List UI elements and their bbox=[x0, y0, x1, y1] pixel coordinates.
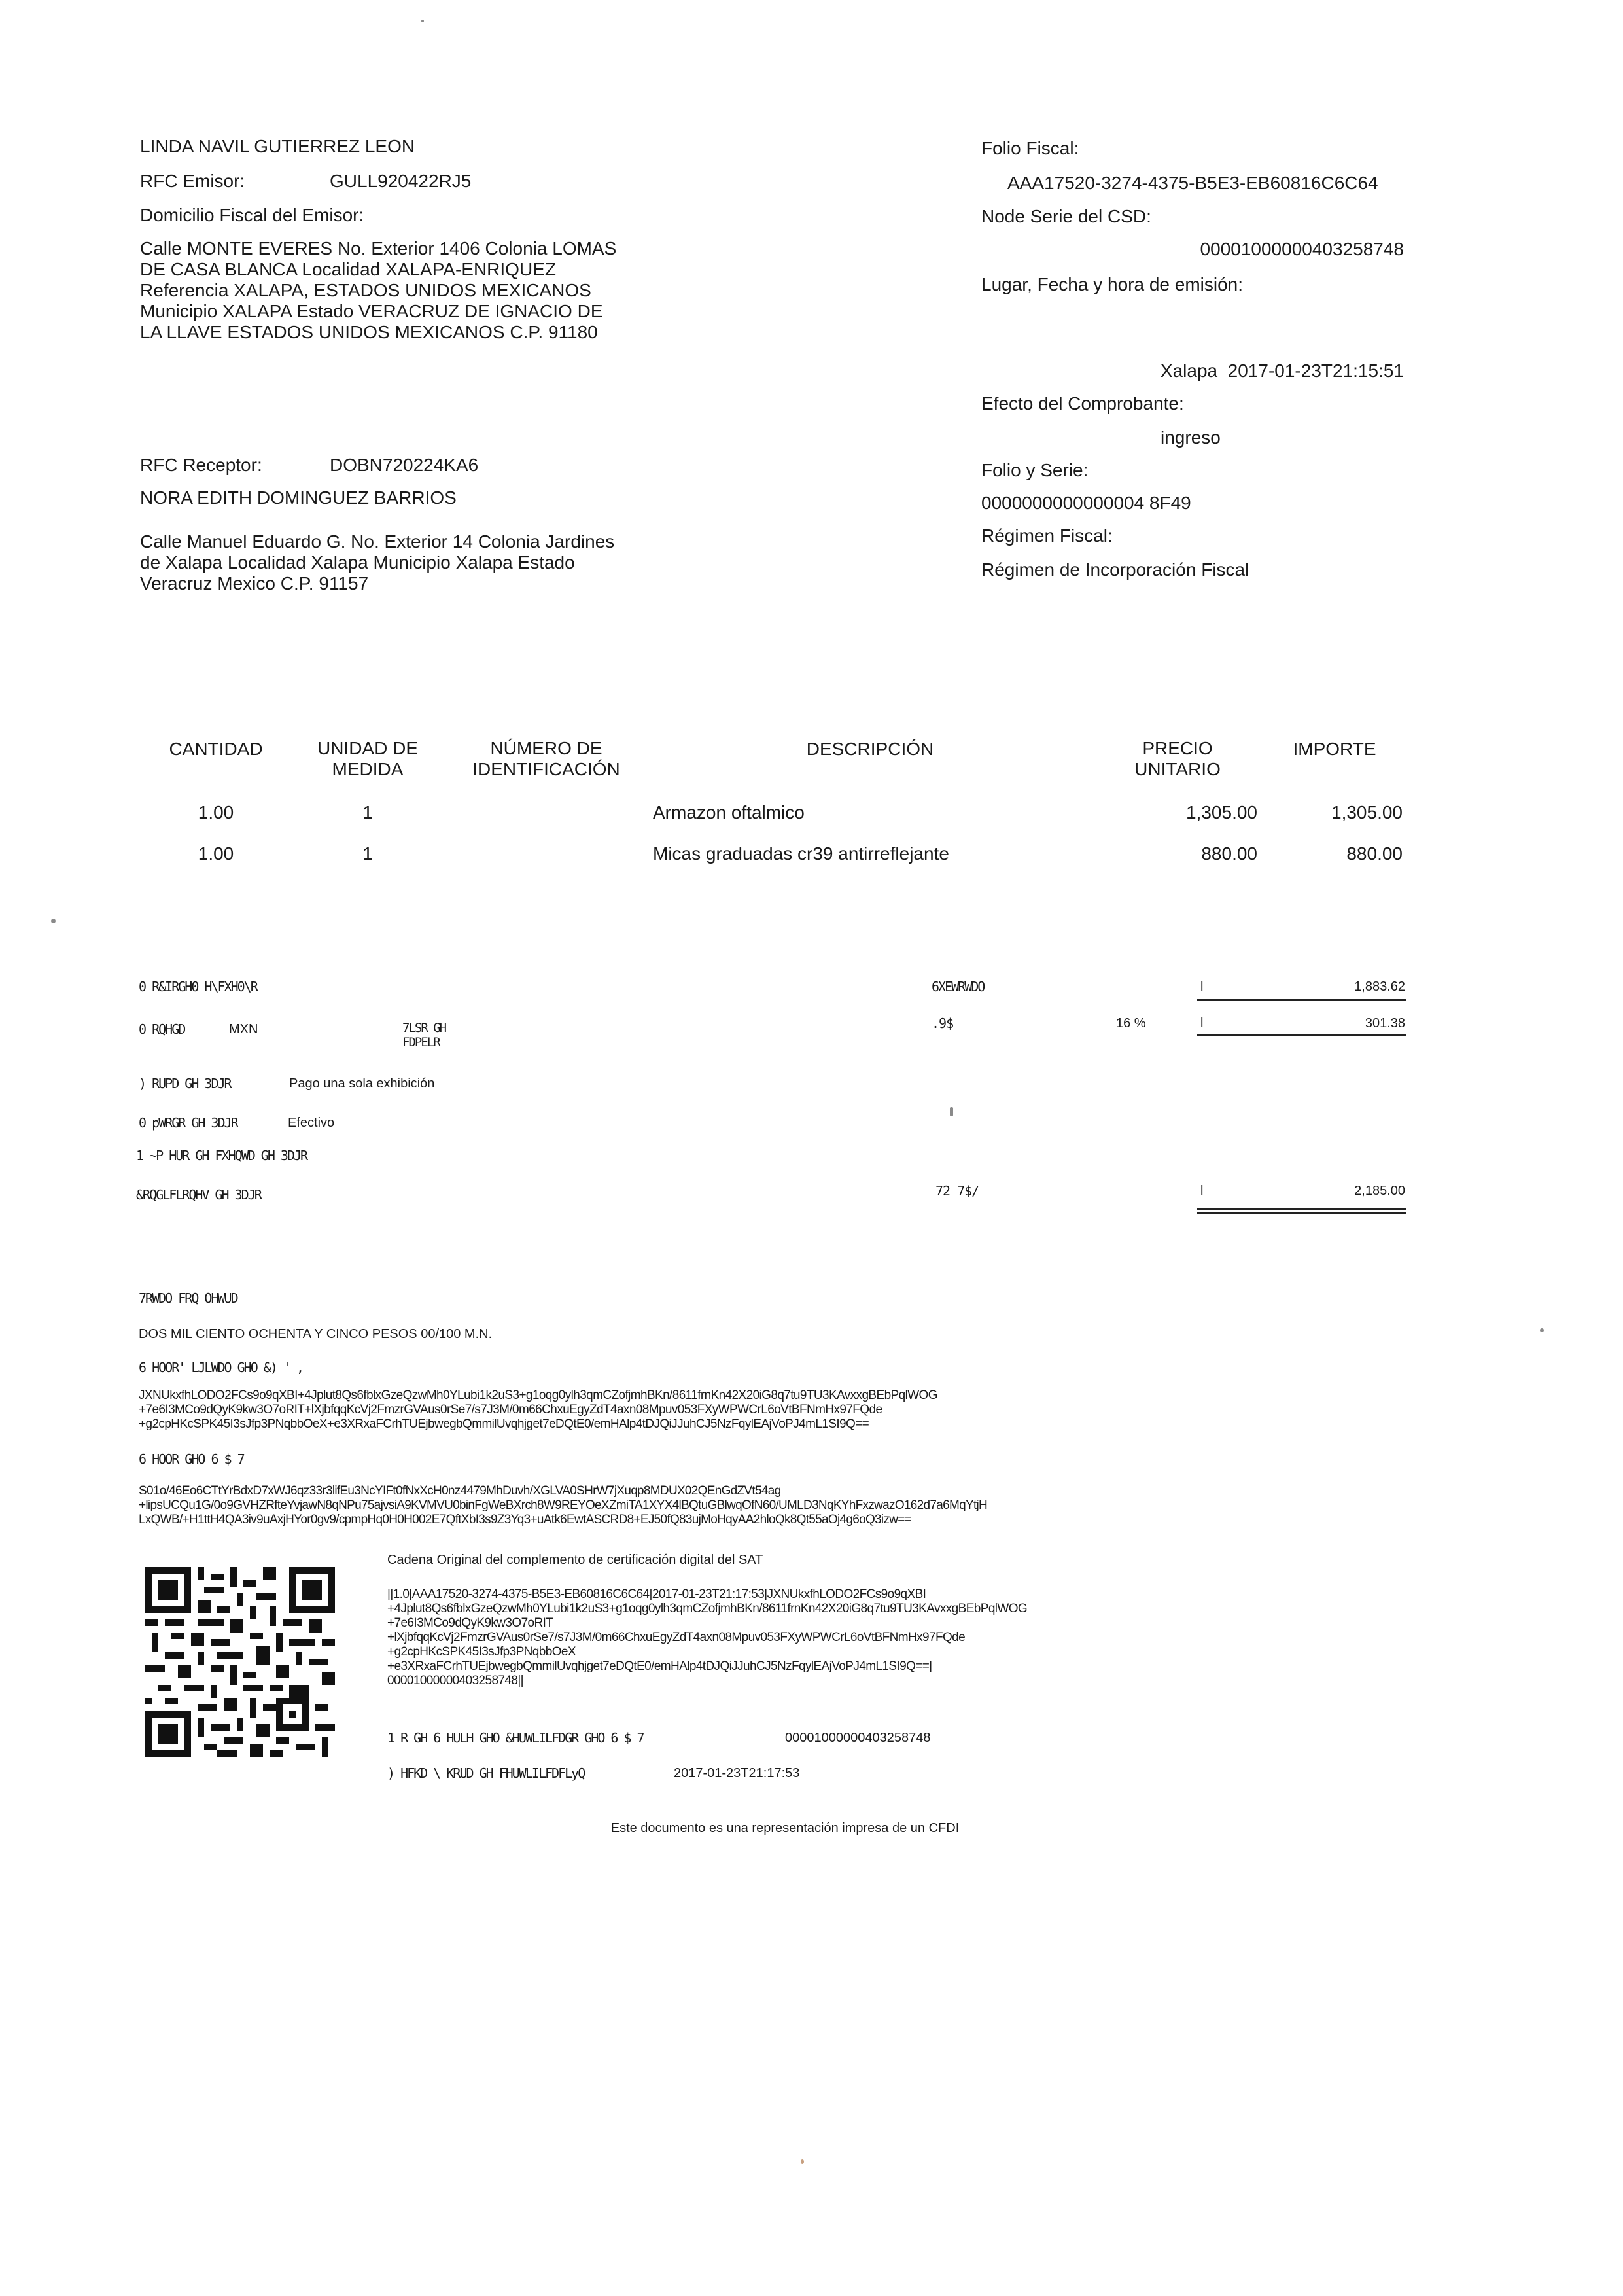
total-value: 2,185.00 bbox=[1354, 1184, 1405, 1198]
importe-letra: DOS MIL CIENTO OCHENTA Y CINCO PESOS 00/100 M.N. bbox=[139, 1327, 493, 1341]
header-numero: NÚMERO DE IDENTIFICACIÓN bbox=[472, 738, 620, 779]
iva-tasa: 16 % bbox=[1116, 1016, 1146, 1031]
row-unidad: 1 bbox=[362, 843, 373, 864]
sello-cfdi: JXNUkxfhLODO2FCs9o9qXBI+4Jplut8Qs6fblxGzeQzwMh0YLubi1k2uS3+g1oqg0ylh3qmCZofjmhBKn/8611frnKn42X20iG8q7tu9TU3KAvxxgBEbPqlWOG +7e6I3MCo9dQyK9kw3O7oRIT+lXjbfqqKcVj2FmzrGVAus0rSe7/s7J3M/0m66ChxuEgyZdT4axn08Mpuv053FXyWPWCrL6oVtBFNmHx97FQde +g2cpHKcSPK45I3sJfp3PNqbbOeX+e3XRxaFCrhTUEjbwegbQmmilUvqhjget7eDQtE0/emHAlp4tDJQiJJuhCJ5NzFqylEAjVoPJ4mL1SI9Q== bbox=[139, 1388, 937, 1431]
iva-marker: l bbox=[1200, 1016, 1204, 1031]
header-precio: PRECIO UNITARIO bbox=[1134, 738, 1221, 779]
importe-letra-label: 7RWDO FRQ OHWUD bbox=[139, 1290, 237, 1306]
row-unidad: 1 bbox=[362, 802, 373, 822]
emisor-nombre: LINDA NAVIL GUTIERREZ LEON bbox=[140, 136, 415, 156]
fecha-certificacion: 2017-01-23T21:17:53 bbox=[674, 1766, 800, 1780]
scan-speck bbox=[51, 919, 56, 923]
row-importe: 880.00 bbox=[1346, 843, 1403, 864]
row-precio: 880.00 bbox=[1201, 843, 1257, 864]
row-descripcion: Armazon oftalmico bbox=[653, 802, 805, 822]
folio-fiscal: AAA17520-3274-4375-B5E3-EB60816C6C64 bbox=[1007, 173, 1378, 193]
receptor-rfc: DOBN720224KA6 bbox=[330, 455, 479, 475]
header-importe: IMPORTE bbox=[1293, 739, 1376, 759]
row-descripcion: Micas graduadas cr39 antirreflejante bbox=[653, 843, 949, 864]
scan-speck bbox=[950, 1107, 953, 1116]
metodo-pago: Efectivo bbox=[288, 1116, 335, 1130]
condiciones-label: &RQGLFLRQHV GH 3DJR bbox=[136, 1187, 261, 1203]
total-marker: l bbox=[1200, 1184, 1204, 1198]
regimen-label: Régimen Fiscal: bbox=[981, 525, 1113, 546]
header-unidad: UNIDAD DE MEDIDA bbox=[317, 738, 418, 779]
subtotal-marker: l bbox=[1200, 980, 1204, 994]
sello-sat-label: 6 HOOR GHO 6 $ 7 bbox=[139, 1451, 244, 1467]
lugar-fecha-label: Lugar, Fecha y hora de emisión: bbox=[981, 274, 1244, 294]
moneda-label: 0 RQHGD bbox=[139, 1021, 185, 1037]
folio-fiscal-label: Folio Fiscal: bbox=[981, 138, 1079, 158]
sello-cfdi-label: 6 HOOR' LJLWDO GHO &) ' , bbox=[139, 1360, 304, 1375]
cuenta-label: 1 ~P HUR GH FXHQWD GH 3DJR bbox=[136, 1148, 307, 1163]
iva-label: .9$ bbox=[932, 1016, 954, 1031]
serie-certificado-sat: 00001000000403258748 bbox=[785, 1731, 931, 1745]
efecto: ingreso bbox=[1161, 427, 1221, 448]
efecto-label: Efecto del Comprobante: bbox=[981, 393, 1184, 414]
lugar-fecha: Xalapa 2017-01-23T21:15:51 bbox=[1160, 361, 1404, 381]
metodo-pago-label: 0 pWRGR GH 3DJR bbox=[139, 1115, 237, 1131]
sello-sat: S01o/46Eo6CTtYrBdxD7xWJ6qz33r3lifEu3NcYIFt0fNxXcH0nz4479MhDuvh/XGLVA0SHrW7jXuqp8MDUX02QEnGdZVt54ag +lipsUCQu1G/0o9GVHZRfteYvjawN8qNPu75ajvsiA9KVMVU0binFgWeBXrch8W9REYOeXZmiTA1XYX4lBQtuGBlwqOfN60/UMLD3NqKYhFxzwazO162d7a6MqYtjH LxQWB/+H1ttH4QA3iv9uAxjHYor0gv9/cpmpHq0H0H002E7QftXbI3s9Z3Yq3+uAtk6EwtASCRD8+EJ50fQ83ujMoHqyAA2hloQk8Qt55aOj4g6oQ3izw== bbox=[139, 1484, 988, 1527]
emisor-rfc: GULL920422RJ5 bbox=[330, 171, 472, 191]
scan-speck bbox=[1540, 1328, 1544, 1332]
subtotal-label: 6XEWRWDO bbox=[932, 979, 985, 995]
serie-certificado-sat-label: 1 R GH 6 HULH GHO &HUWLILFDGR GHO 6 $ 7 bbox=[387, 1730, 644, 1746]
motivo-label: 0 R&IRGH0 H\FXH0\R bbox=[139, 979, 257, 995]
cadena-original-label: Cadena Original del complemento de certificación digital del SAT bbox=[387, 1553, 763, 1567]
qr-code-icon bbox=[145, 1567, 335, 1757]
receptor-rfc-label: RFC Receptor: bbox=[140, 455, 262, 475]
serie-csd: 00001000000403258748 bbox=[1200, 239, 1404, 259]
forma-pago: Pago una sola exhibición bbox=[289, 1076, 435, 1091]
header-cantidad: CANTIDAD bbox=[169, 739, 263, 759]
emisor-domicilio: Calle MONTE EVERES No. Exterior 1406 Colonia LOMAS DE CASA BLANCA Localidad XALAPA-ENRIQUEZ Referencia XALAPA, ESTADOS UNIDOS MEXICANOS Municipio XALAPA Estado VERACRUZ DE IGNACIO DE LA LLAVE ESTADOS UNIDOS MEXICANOS C.P. 91180 bbox=[140, 238, 617, 342]
folio-serie-label: Folio y Serie: bbox=[981, 460, 1089, 480]
emisor-rfc-label: RFC Emisor: bbox=[140, 171, 245, 191]
iva-divider bbox=[1197, 1034, 1406, 1036]
row-cantidad: 1.00 bbox=[198, 802, 234, 822]
regimen: Régimen de Incorporación Fiscal bbox=[981, 559, 1249, 580]
row-precio: 1,305.00 bbox=[1186, 802, 1257, 822]
total-divider-bottom bbox=[1197, 1212, 1406, 1214]
serie-csd-label: Node Serie del CSD: bbox=[981, 206, 1151, 226]
receptor-nombre: NORA EDITH DOMINGUEZ BARRIOS bbox=[140, 487, 457, 508]
subtotal-value: 1,883.62 bbox=[1354, 980, 1405, 994]
fecha-certificacion-label: ) HFKD \ KRUD GH FHUWLILFDFLyQ bbox=[387, 1765, 585, 1781]
receptor-domicilio: Calle Manuel Eduardo G. No. Exterior 14 Colonia Jardines de Xalapa Localidad Xalapa Municipio Xalapa Estado Veracruz Mexico C.P. 91157 bbox=[140, 531, 615, 593]
scan-speck bbox=[421, 20, 424, 22]
scan-speck bbox=[801, 2159, 804, 2164]
cadena-original: ||1.0|AAA17520-3274-4375-B5E3-EB60816C6C64|2017-01-23T21:17:53|JXNUkxfhLODO2FCs9o9qXBI +4Jplut8Qs6fblxGzeQzwMh0YLubi1k2uS3+g1oqg0ylh3qmCZofjmhBKn/8611frnKn42X20iG8q7tu9TU3KAvxxgBEbPqlWOG +7e6I3MCo9dQyK9kw3O7oRIT +lXjbfqqKcVj2FmzrGVAus0rSe7/s7J3M/0m66ChxuEgyZdT4axn08Mpuv053FXyWPWCrL6oVtBFNmHx97FQde +g2cpHKcSPK45I3sJfp3PNqbbOeX +e3XRxaFCrhTUEjbwegbQmmilUvqhjget7eDQtE0/emHAlp4tDJQiJJuhCJ5NzFqylEAjVoPJ4mL1SI9Q==| 00001000000403258748|| bbox=[387, 1587, 1028, 1687]
folio-serie: 0000000000000004 8F49 bbox=[981, 493, 1191, 513]
total-label: 72 7$/ bbox=[935, 1183, 979, 1199]
footer-note: Este documento es una representación impresa de un CFDI bbox=[610, 1821, 960, 1835]
emisor-domicilio-label: Domicilio Fiscal del Emisor: bbox=[140, 205, 364, 225]
row-importe: 1,305.00 bbox=[1331, 802, 1403, 822]
tipo-cambio-label: 7LSR GH FDPELR bbox=[402, 1021, 446, 1050]
subtotal-divider bbox=[1197, 999, 1406, 1001]
row-cantidad: 1.00 bbox=[198, 843, 234, 864]
total-divider-top bbox=[1197, 1208, 1406, 1210]
iva-value: 301.38 bbox=[1365, 1016, 1405, 1031]
forma-pago-label: ) RUPD GH 3DJR bbox=[139, 1076, 231, 1091]
header-descripcion: DESCRIPCIÓN bbox=[806, 739, 934, 759]
moneda: MXN bbox=[229, 1022, 258, 1036]
